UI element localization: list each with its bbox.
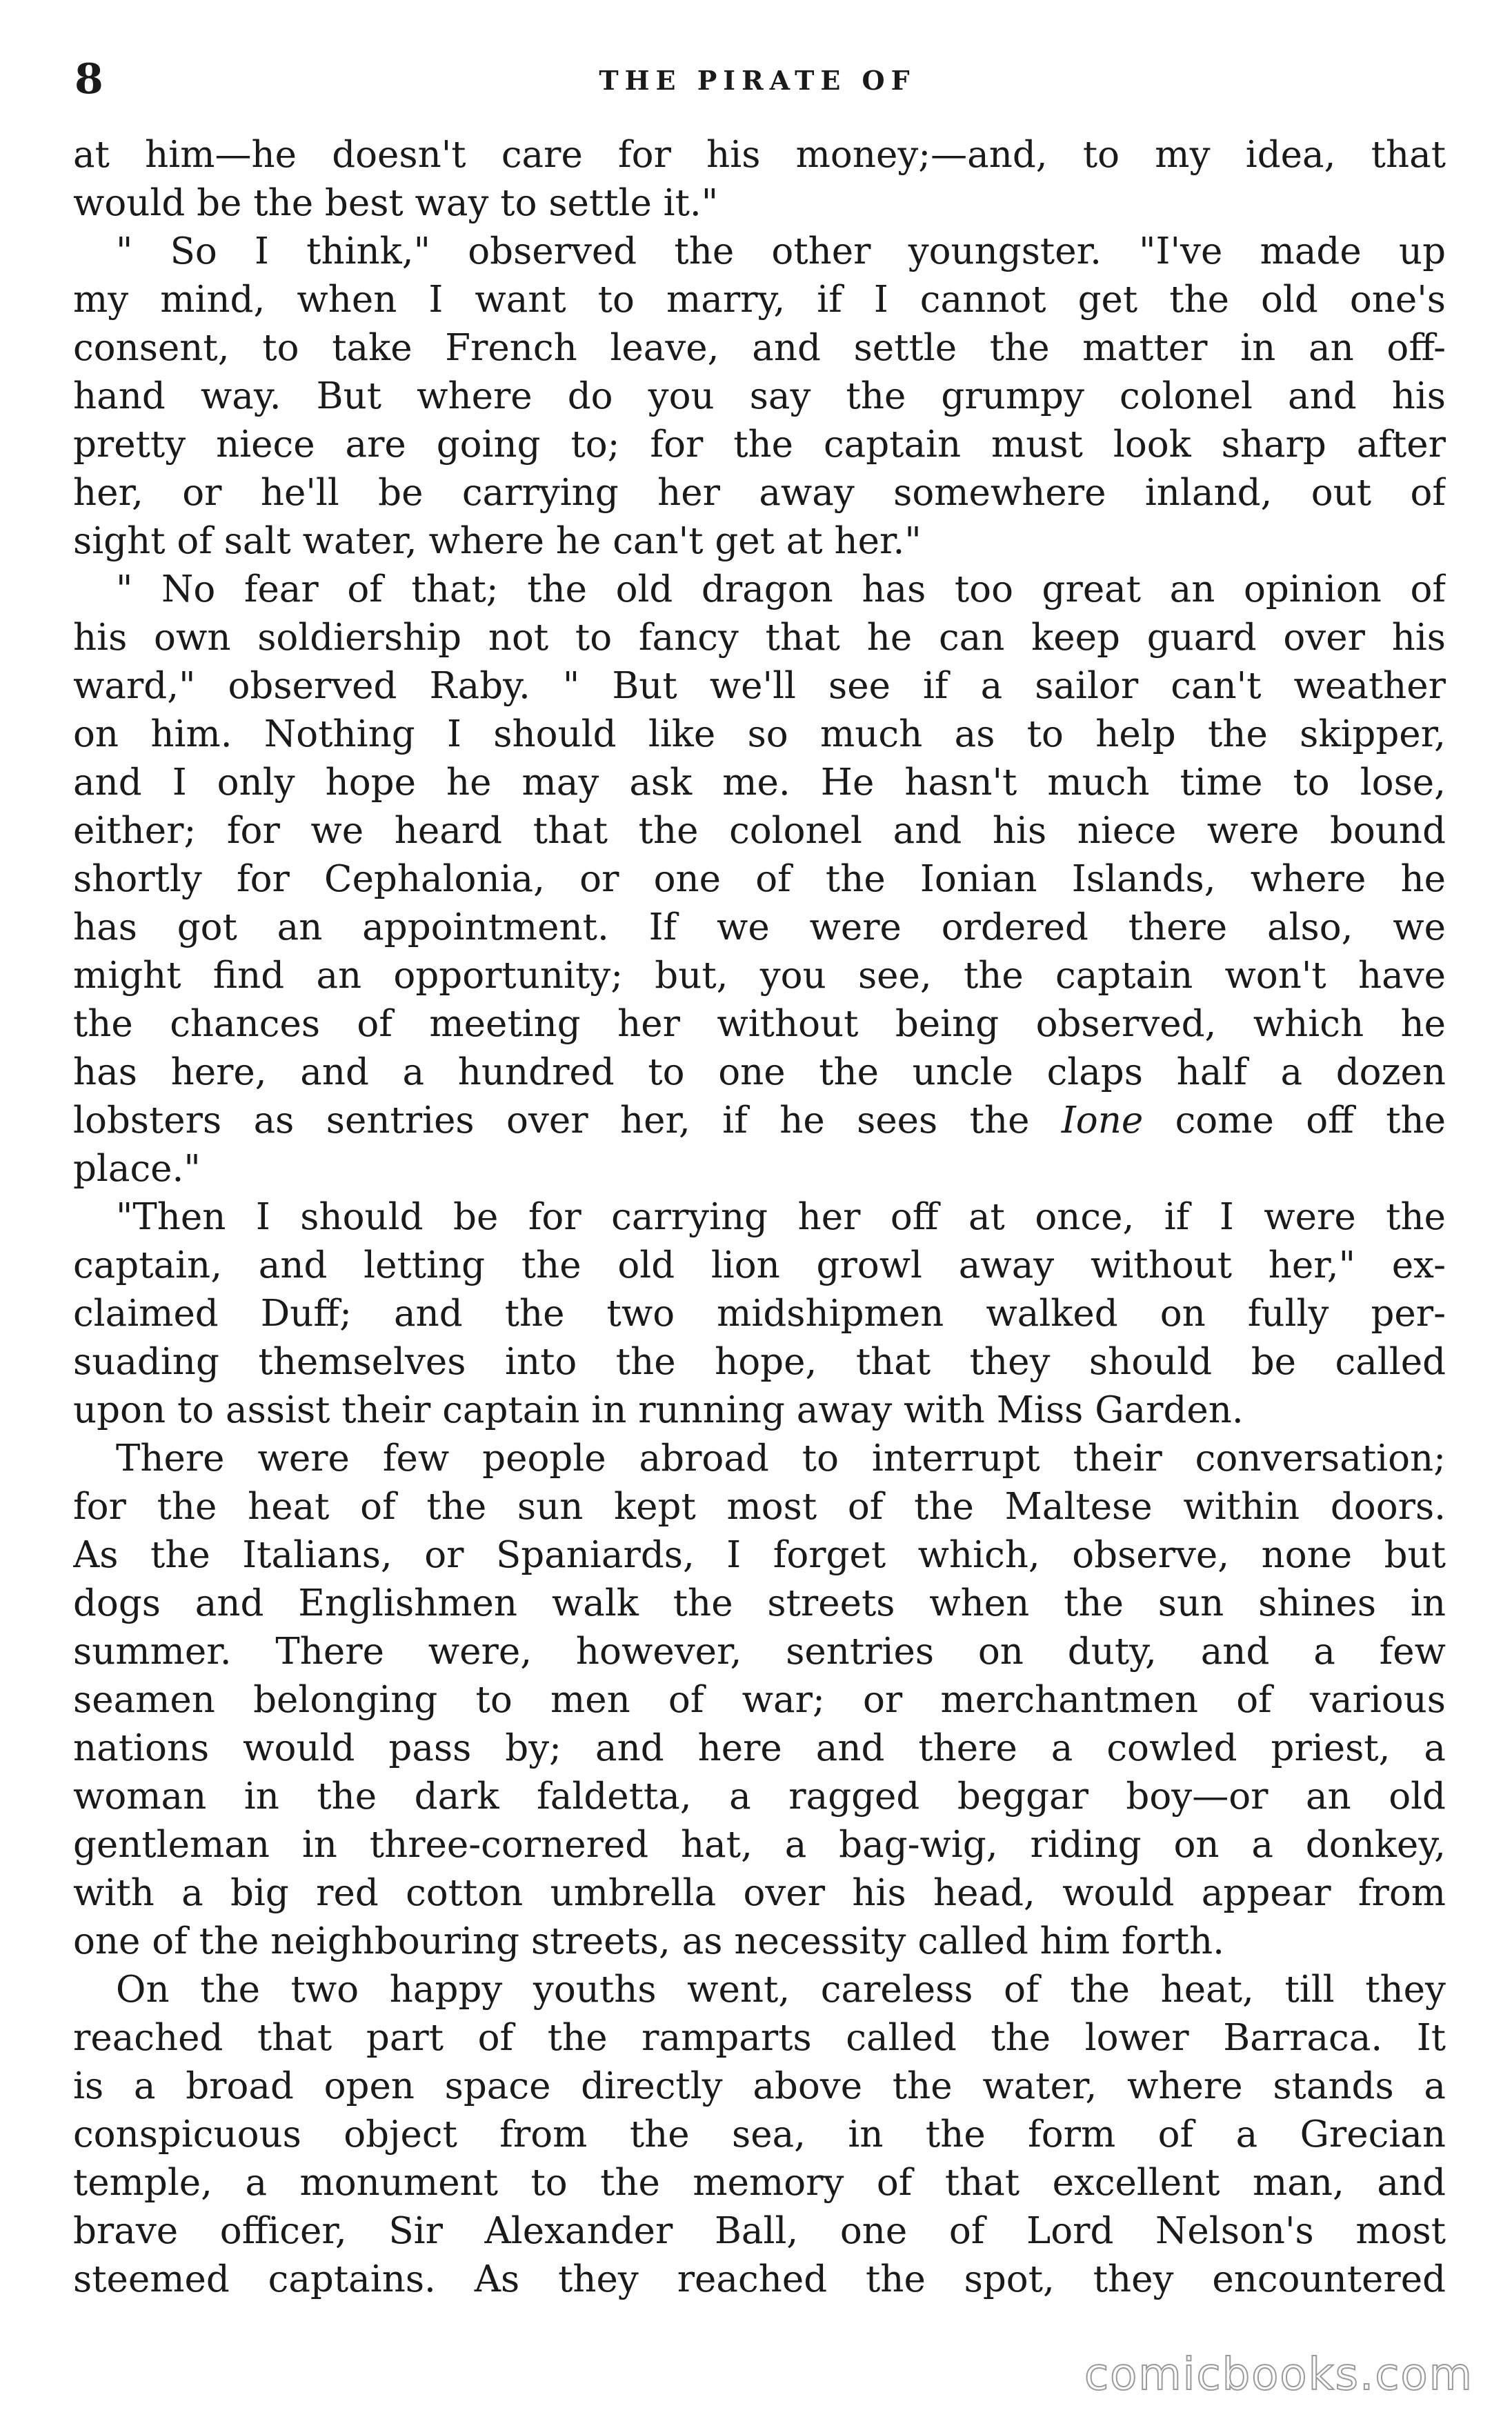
text-line: her, or he'll be carrying her away somewhere inland, out of <box>73 472 1446 514</box>
text-line: has here, and a hundred to one the uncle claps half a dozen <box>73 1051 1446 1093</box>
text-line: gentleman in three-cornered hat, a bag-wig, riding on a donkey, <box>73 1824 1446 1866</box>
page-number: 8 <box>74 55 103 103</box>
text-line: ward," observed Raby. " But we'll see if a sailor can't weather <box>73 665 1446 707</box>
text-line: summer. There were, however, sentries on duty, and a few <box>73 1631 1446 1673</box>
text-line: place." <box>73 1148 201 1190</box>
running-title: THE PIRATE OF <box>599 65 916 96</box>
text-line: my mind, when I want to marry, if I cannot get the old one's <box>73 279 1446 321</box>
text-line: hand way. But where do you say the grumpy colonel and his <box>73 375 1446 417</box>
ship-name-italic: Ione <box>1061 1099 1144 1142</box>
text-line: on him. Nothing I should like so much as to help the skipper, <box>73 713 1446 755</box>
text-line: the chances of meeting her without being observed, which he <box>73 1003 1446 1045</box>
text-line: for the heat of the sun kept most of the Maltese within doors. <box>73 1486 1446 1528</box>
text-line: As the Italians, or Spaniards, I forget which, observe, none but <box>73 1534 1446 1576</box>
text-line: sight of salt water, where he can't get at her." <box>73 520 922 562</box>
text-line: lobsters as sentries over her, if he sees the Ione come off the <box>73 1099 1446 1142</box>
text-line: On the two happy youths went, careless of the heat, till they <box>116 1969 1446 2011</box>
watermark-logo: comicbooks.com <box>1084 2349 1473 2400</box>
text-line: There were few people abroad to interrupt their conversation; <box>116 1437 1446 1480</box>
text-line: " So I think," observed the other youngster. "I've made up <box>116 230 1446 272</box>
text-line: his own soldiership not to fancy that he can keep guard over his <box>73 617 1446 659</box>
text-line: reached that part of the ramparts called the lower Barraca. It <box>73 2017 1446 2059</box>
text-line: seamen belonging to men of war; or merchantmen of various <box>73 1679 1446 1721</box>
text-line: nations would pass by; and here and there a cowled priest, a <box>73 1727 1446 1769</box>
text-line: and I only hope he may ask me. He hasn't much time to lose, <box>73 762 1446 804</box>
text-line: steemed captains. As they reached the spot, they encountered <box>73 2258 1446 2300</box>
page-header <box>74 55 1440 110</box>
text-line: temple, a monument to the memory of that excellent man, and <box>73 2162 1446 2204</box>
text-line: at him—he doesn't care for his money;—and, to my idea, that <box>73 134 1446 176</box>
text-line: consent, to take French leave, and settle the matter in an off- <box>73 327 1446 369</box>
text-line: one of the neighbouring streets, as necessity called him forth. <box>73 1920 1224 1962</box>
body-text <box>73 131 1446 2304</box>
text-line: is a broad open space directly above the water, where stands a <box>73 2065 1446 2107</box>
text-line: dogs and Englishmen walk the streets when the sun shines in <box>73 1582 1446 1624</box>
text-line: with a big red cotton umbrella over his head, would appear from <box>73 1872 1446 1914</box>
text-line: conspicuous object from the sea, in the form of a Grecian <box>73 2113 1446 2156</box>
text-line: "Then I should be for carrying her off at once, if I were the <box>116 1196 1446 1238</box>
text-line: has got an appointment. If we were ordered there also, we <box>73 906 1446 948</box>
text-line: " No fear of that; the old dragon has too great an opinion of <box>116 568 1446 610</box>
text-line: shortly for Cephalonia, or one of the Ionian Islands, where he <box>73 858 1446 900</box>
text-line: suading themselves into the hope, that they should be called <box>73 1341 1446 1383</box>
text-line: captain, and letting the old lion growl away without her," ex- <box>73 1244 1446 1286</box>
text-line: woman in the dark faldetta, a ragged beggar boy—or an old <box>73 1775 1446 1818</box>
text-line: brave officer, Sir Alexander Ball, one of Lord Nelson's most <box>73 2210 1446 2252</box>
text-line: claimed Duff; and the two midshipmen walked on fully per- <box>73 1293 1446 1335</box>
text-line: might find an opportunity; but, you see, the captain won't have <box>73 955 1446 997</box>
text-line: upon to assist their captain in running away with Miss Garden. <box>73 1389 1244 1431</box>
text-line: pretty niece are going to; for the captain must look sharp after <box>73 424 1446 466</box>
text-line: would be the best way to settle it." <box>73 182 719 224</box>
text-line: either; for we heard that the colonel and his niece were bound <box>73 810 1446 852</box>
